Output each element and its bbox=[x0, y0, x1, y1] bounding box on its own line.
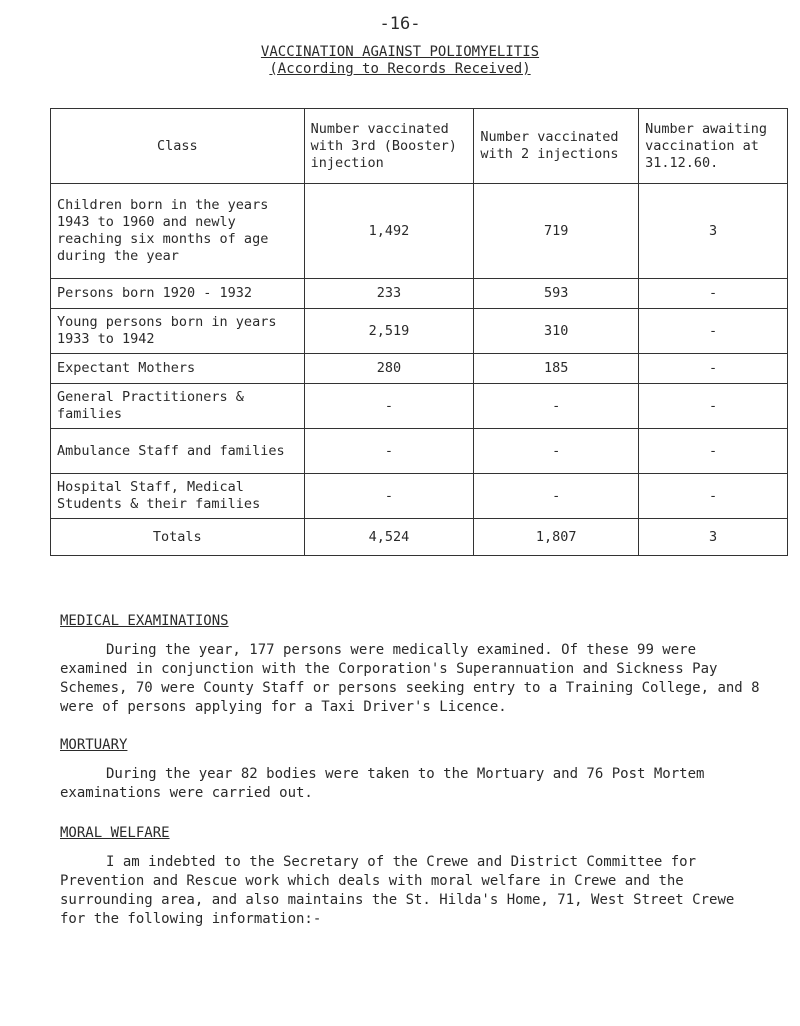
cell-two-injections: - bbox=[474, 384, 639, 429]
total-two-injections: 1,807 bbox=[474, 519, 639, 556]
row-label: General Practitioners & families bbox=[51, 384, 305, 429]
table-header-row bbox=[51, 109, 788, 184]
table-row bbox=[51, 384, 788, 429]
table-row bbox=[51, 474, 788, 519]
row-label: Hospital Staff, Medical Students & their families bbox=[51, 474, 305, 519]
cell-booster: - bbox=[304, 384, 474, 429]
row-label: Young persons born in years 1933 to 1942 bbox=[51, 309, 305, 354]
header-awaiting: Number awaiting vaccination at 31.12.60. bbox=[639, 109, 788, 184]
table-row bbox=[51, 429, 788, 474]
section-heading: MORTUARY bbox=[60, 737, 128, 753]
section-heading: MORAL WELFARE bbox=[60, 825, 170, 841]
cell-awaiting: - bbox=[639, 384, 788, 429]
title-line-1: VACCINATION AGAINST POLIOMYELITIS bbox=[260, 44, 540, 60]
cell-awaiting: - bbox=[639, 354, 788, 384]
header-booster: Number vaccinated with 3rd (Booster) injection bbox=[304, 109, 474, 184]
section-text: During the year, 177 persons were medically examined. Of these 99 were examined in conjunction with the Corporation's Superannuation and Sickness Pay Schemes, 70 were County Staff or persons seeking entry to a Training College, and 8 were of persons applying for a Taxi Driver's Licence. bbox=[60, 642, 760, 715]
table-row bbox=[51, 309, 788, 354]
section-text: During the year 82 bodies were taken to the Mortuary and 76 Post Mortem examinations were carried out. bbox=[60, 766, 705, 801]
row-label: Persons born 1920 - 1932 bbox=[51, 279, 305, 309]
cell-awaiting: - bbox=[639, 474, 788, 519]
row-label: Ambulance Staff and families bbox=[51, 429, 305, 474]
header-two-injections: Number vaccinated with 2 injections bbox=[474, 109, 639, 184]
cell-two-injections: 593 bbox=[474, 279, 639, 309]
cell-two-injections: 185 bbox=[474, 354, 639, 384]
cell-booster: 2,519 bbox=[304, 309, 474, 354]
vaccination-table bbox=[50, 108, 788, 556]
total-booster: 4,524 bbox=[304, 519, 474, 556]
cell-two-injections: 719 bbox=[474, 184, 639, 279]
cell-awaiting: - bbox=[639, 279, 788, 309]
row-label: Children born in the years 1943 to 1960 and newly reaching six months of age during the year bbox=[51, 184, 305, 279]
cell-booster: 1,492 bbox=[304, 184, 474, 279]
cell-booster: 280 bbox=[304, 354, 474, 384]
section-medical-examinations bbox=[60, 612, 760, 717]
cell-awaiting: - bbox=[639, 309, 788, 354]
cell-two-injections: - bbox=[474, 474, 639, 519]
section-mortuary bbox=[60, 736, 760, 803]
table-row bbox=[51, 354, 788, 384]
cell-awaiting: 3 bbox=[639, 184, 788, 279]
totals-label: Totals bbox=[51, 519, 305, 556]
header-class: Class bbox=[51, 109, 305, 184]
table-row bbox=[51, 184, 788, 279]
section-moral-welfare bbox=[60, 824, 760, 929]
cell-two-injections: - bbox=[474, 429, 639, 474]
cell-booster: - bbox=[304, 429, 474, 474]
totals-row bbox=[51, 519, 788, 556]
table-row bbox=[51, 279, 788, 309]
page-number: -16- bbox=[379, 14, 421, 34]
title-line-2: (According to Records Received) bbox=[269, 61, 531, 77]
cell-two-injections: 310 bbox=[474, 309, 639, 354]
document-title bbox=[0, 44, 800, 78]
cell-awaiting: - bbox=[639, 429, 788, 474]
total-awaiting: 3 bbox=[639, 519, 788, 556]
cell-booster: 233 bbox=[304, 279, 474, 309]
row-label: Expectant Mothers bbox=[51, 354, 305, 384]
section-text: I am indebted to the Secretary of the Crewe and District Committee for Prevention and Rescue work which deals with moral welfare in Crewe and the surrounding area, and also maintains the St. Hilda's Home, 71, West Street Crewe for the following information:- bbox=[60, 854, 735, 927]
section-heading: MEDICAL EXAMINATIONS bbox=[60, 613, 229, 629]
cell-booster: - bbox=[304, 474, 474, 519]
